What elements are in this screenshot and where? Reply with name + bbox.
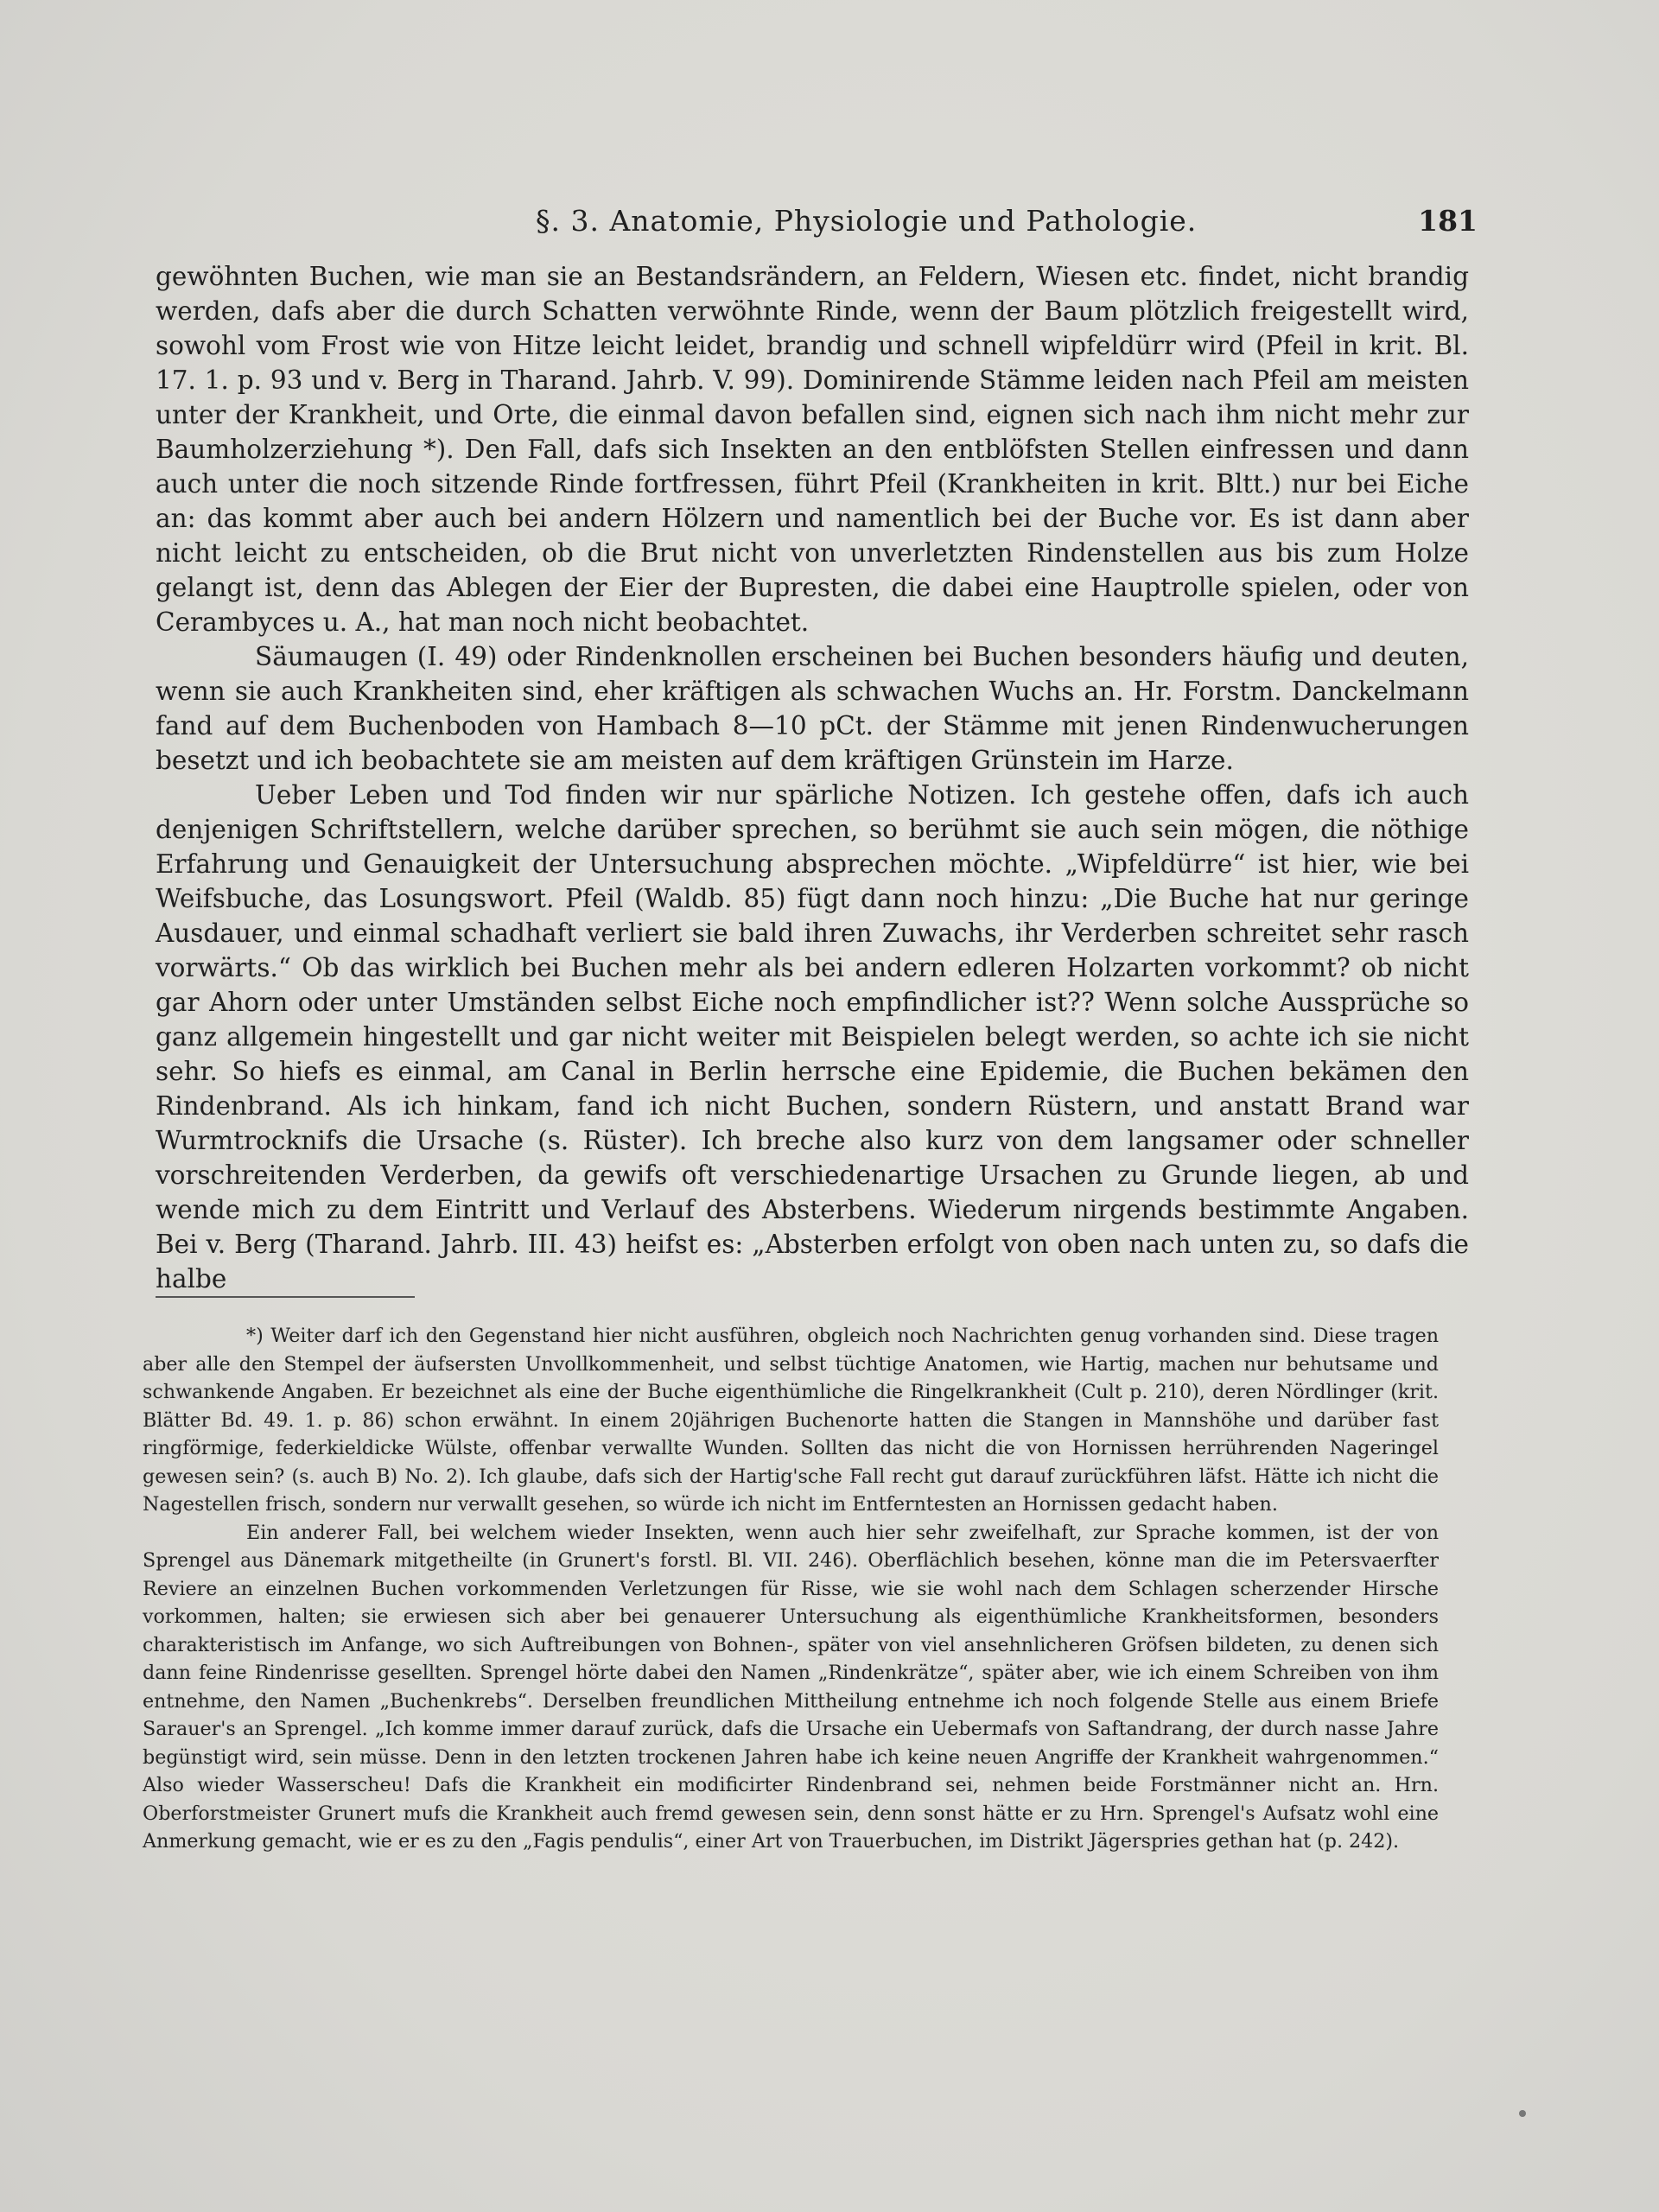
paper-speck	[1519, 2110, 1526, 2117]
page-number: 181	[1418, 204, 1478, 238]
main-text	[156, 259, 1469, 1296]
footnote-2: Ein anderer Fall, bei welchem wieder Insekten, wenn auch hier sehr zweifelhaft, zur Sprache kommen, ist der von Sprengel aus Dänemark mitgetheilte (in Grunert's forstl. Bl. VII. 246). Oberflächlich besehen, könne man die im Petersvaerfter Reviere an einzelnen Buchen vorkommenden Verletzungen für Risse, wie sie wohl nach dem Schlagen scherzender Hirsche vorkommen, halten; sie erwiesen sich aber bei genauerer Untersuchung als eigenthümliche Krankheitsformen, besonders charakteristisch im Anfange, wo sich Auftreibungen von Bohnen-, später von viel ansehnlicheren Gröfsen bildeten, zu denen sich dann feine Rindenrisse gesellten. Sprengel hörte dabei den Namen „Rindenkrätze“, später aber, wie ich einem Schreiben von ihm entnehme, den Namen „Buchenkrebs“. Derselben freundlichen Mittheilung entnehme ich noch folgende Stelle aus einem Briefe Sarauer's an Sprengel. „Ich komme immer darauf zurück, dafs die Ursache ein Uebermafs von Saftandrang, der durch nasse Jahre begünstigt wird, sein müsse. Denn in den letzten trockenen Jahren habe ich keine neuen Angriffe der Krankheit wahrgenommen.“ Also wieder Wasserscheu! Dafs die Krankheit ein modificirter Rindenbrand sei, nehmen beide Forstmänner nicht an. Hrn. Oberforstmeister Grunert mufs die Krankheit auch fremd gewesen sein, denn sonst hätte er zu Hrn. Sprengel's Aufsatz wohl eine Anmerkung gemacht, wie er es zu den „Fagis pendulis“, einer Art von Trauerbuchen, im Distrikt Jägerspries gethan hat (p. 242).	[143, 1521, 1439, 1853]
footnotes	[143, 1322, 1439, 1856]
footnote-1: *) Weiter darf ich den Gegenstand hier nicht ausführen, obgleich noch Nachrichten genug vorhanden sind. Diese tragen aber alle den Stempel der äufsersten Unvollkommenheit, und selbst tüchtige Anatomen, wie Hartig, machen nur behutsame und schwankende Angaben. Er bezeichnet als eine der Buche eigenthümliche die Ringelkrankheit (Cult p. 210), deren Nördlinger (krit. Blätter Bd. 49. 1. p. 86) schon erwähnt. In einem 20jährigen Buchenorte hatten die Stangen in Mannshöhe und darüber fast ringförmige, federkieldicke Wülste, offenbar verwallte Wunden. Sollten das nicht die von Hornissen herrührenden Nageringel gewesen sein? (s. auch B) No. 2). Ich glaube, dafs sich der Hartig'sche Fall recht gut darauf zurückführen läfst. Hätte ich nicht die Nagestellen frisch, sondern nur verwallt gesehen, so würde ich nicht im Entferntesten an Hornissen gedacht haben.	[143, 1325, 1439, 1516]
paragraph-1: gewöhnten Buchen, wie man sie an Bestandsrändern, an Feldern, Wiesen etc. findet, nicht brandig werden, dafs aber die durch Schatten verwöhnte Rinde, wenn der Baum plötzlich freigestellt wird, sowohl vom Frost wie von Hitze leicht leidet, brandig und schnell wipfeldürr wird (Pfeil in krit. Bl. 17. 1. p. 93 und v. Berg in Tharand. Jahrb. V. 99). Dominirende Stämme leiden nach Pfeil am meisten unter der Krankheit, und Orte, die einmal davon befallen sind, eignen sich nach ihm nicht mehr zur Baumholzerziehung *). Den Fall, dafs sich Insekten an den entblöfsten Stellen einfressen und dann auch unter die noch sitzende Rinde fortfressen, führt Pfeil (Krankheiten in krit. Bltt.) nur bei Eiche an: das kommt aber auch bei andern Hölzern und namentlich bei der Buche vor. Es ist dann aber nicht leicht zu entscheiden, ob die Brut nicht von unverletzten Rindenstellen aus bis zum Holze gelangt ist, denn das Ablegen der Eier der Bupresten, die dabei eine Hauptrolle spielen, oder von Cerambyces u. A., hat man noch nicht beobachtet.	[156, 262, 1469, 637]
paragraph-2: Säumaugen (I. 49) oder Rindenknollen erscheinen bei Buchen besonders häufig und deuten, wenn sie auch Krankheiten sind, eher kräftigen als schwachen Wuchs an. Hr. Forstm. Danckelmann fand auf dem Buchenboden von Hambach 8—10 pCt. der Stämme mit jenen Rindenwucherungen besetzt und ich beobachtete sie am meisten auf dem kräftigen Grünstein im Harze.	[156, 642, 1469, 775]
paragraph-3: Ueber Leben und Tod finden wir nur spärliche Notizen. Ich gestehe offen, dafs ich auch denjenigen Schriftstellern, welche darüber sprechen, so berühmt sie auch sein mögen, die nöthige Erfahrung und Genauigkeit der Untersuchung absprechen möchte. „Wipfeldürre“ ist hier, wie bei Weifsbuche, das Losungswort. Pfeil (Waldb. 85) fügt dann noch hinzu: „Die Buche hat nur geringe Ausdauer, und einmal schadhaft verliert sie bald ihren Zuwachs, ihr Verderben schreitet sehr rasch vorwärts.“ Ob das wirklich bei Buchen mehr als bei andern edleren Holzarten vorkommt? ob nicht gar Ahorn oder unter Umständen selbst Eiche noch empfindlicher ist?? Wenn solche Aussprüche so ganz allgemein hingestellt und gar nicht weiter mit Beispielen belegt werden, so achte ich sie nicht sehr. So hiefs es einmal, am Canal in Berlin herrsche eine Epidemie, die Buchen bekämen den Rindenbrand. Als ich hinkam, fand ich nicht Buchen, sondern Rüstern, und anstatt Brand war Wurmtrocknifs die Ursache (s. Rüster). Ich breche also kurz von dem langsamer oder schneller vorschreitenden Verderben, da gewifs oft verschiedenartige Ursachen zu Grunde liegen, ab und wende mich zu dem Eintritt und Verlauf des Absterbens. Wiederum nirgends bestimmte Angaben. Bei v. Berg (Tharand. Jahrb. III. 43) heifst es: „Absterben erfolgt von oben nach unten zu, so dafs die halbe	[156, 780, 1469, 1294]
footnote-divider	[156, 1296, 415, 1298]
section-title: §. 3. Anatomie, Physiologie und Pathologie.	[536, 204, 1198, 238]
running-header	[156, 204, 1478, 247]
